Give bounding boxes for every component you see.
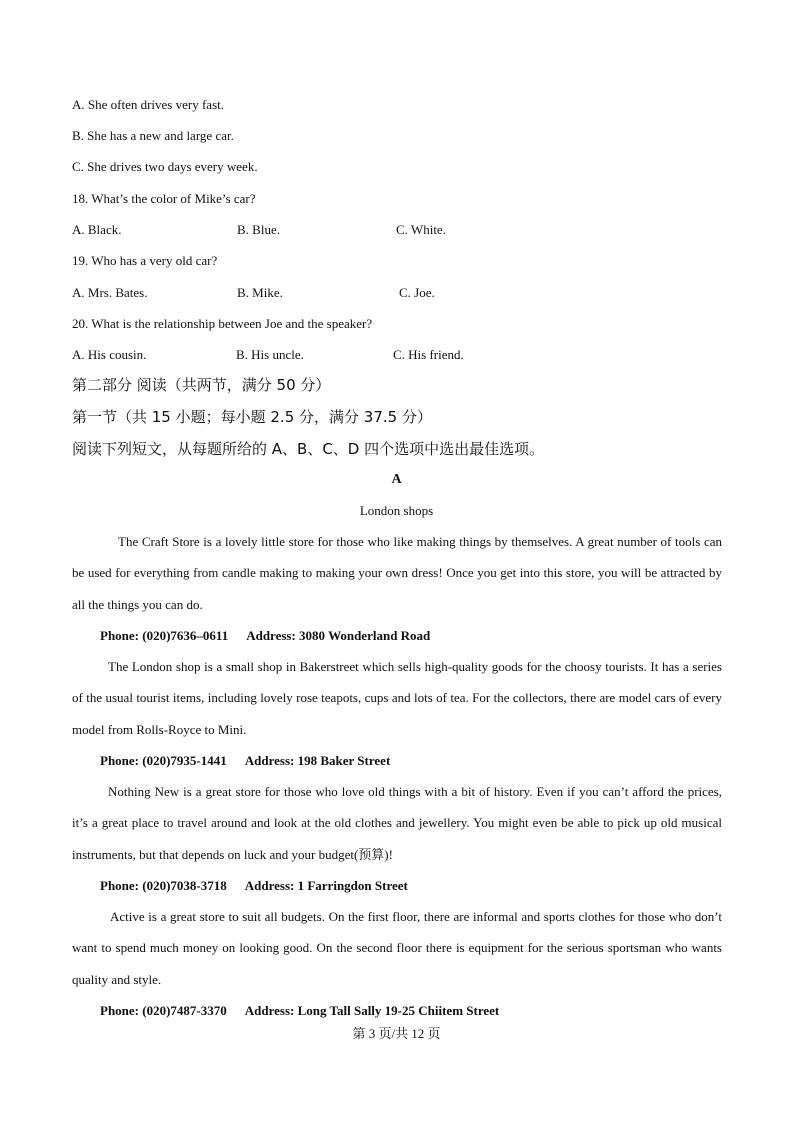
shop-phone: Phone: (020)7487-3370 [100,1003,227,1018]
q20-question: 20. What is the relationship between Joe and the speaker? [72,316,373,331]
q20-option-a: A. His cousin. [72,347,147,362]
q18-option-c: C. White. [396,222,446,237]
q18-question: 18. What’s the color of Mike’s car? [72,191,256,206]
page-number: 第 3 页/共 12 页 [352,1026,441,1041]
part-heading: 第一节（共 15 小题；每小题 2.5 分，满分 37.5 分） [72,408,432,426]
q19-option-c: C. Joe. [399,285,435,300]
q17-option-c: C. She drives two days every week. [72,159,258,174]
shop-contact-active [100,1003,499,1019]
q20-option-b: B. His uncle. [236,347,304,362]
shop-contact-craft-store [100,628,430,644]
instructions: 阅读下列短文，从每题所给的 A、B、C、D 四个选项中选出最佳选项。 [72,440,545,458]
shop-address: Address: 3080 Wonderland Road [246,628,431,643]
q20-option-c: C. His friend. [393,347,464,362]
shop-paragraph-craft-store: The Craft Store is a lovely little store for those who like making things by themselves. A great number of tools can be used for everything from candle making to making your own dress! Once you get into this store, you will be attracted by all the things you can do. [72,534,722,612]
shop-phone: Phone: (020)7038-3718 [100,878,227,893]
q17-option-b: B. She has a new and large car. [72,128,234,143]
passage-letter: A [391,472,402,487]
shop-paragraph-active: Active is a great store to suit all budgets. On the first floor, there are informal and sports clothes for those who don’t want to spend much money on looking good. On the second floor there is equipment for the serious sportsman who wants quality and style. [72,909,722,987]
passage-title: London shops [359,503,434,518]
shop-paragraph-london-shop: The London shop is a small shop in Bakerstreet which sells high-quality goods for the choosy tourists. It has a series of the usual tourist items, including lovely rose teapots, cups and lots of tea. For the collectors, there are model cars of every model from Rolls-Royce to Mini. [72,659,722,737]
q18-option-b: B. Blue. [237,222,280,237]
q19-option-a: A. Mrs. Bates. [72,285,148,300]
q19-option-b: B. Mike. [237,285,283,300]
section-heading: 第二部分 阅读（共两节，满分 50 分） [72,376,331,394]
q17-option-a: A. She often drives very fast. [72,97,224,112]
q19-question: 19. Who has a very old car? [72,253,218,268]
shop-contact-london-shop [100,753,390,769]
q18-option-a: A. Black. [72,222,122,237]
shop-address: Address: Long Tall Sally 19-25 Chiitem Street [244,1003,500,1018]
shop-address: Address: 1 Farringdon Street [244,878,408,893]
shop-phone: Phone: (020)7935-1441 [100,753,227,768]
shop-phone: Phone: (020)7636–0611 [100,628,229,643]
shop-contact-nothing-new [100,878,408,894]
shop-paragraph-nothing-new: Nothing New is a great store for those who love old things with a bit of history. Even if you can’t afford the prices, it’s a great place to travel around and look at the old clothes and jewellery. You might even be able to pick up old musical instruments, but that depends on luck and your budget(预算)! [72,784,722,862]
shop-address: Address: 198 Baker Street [244,753,391,768]
